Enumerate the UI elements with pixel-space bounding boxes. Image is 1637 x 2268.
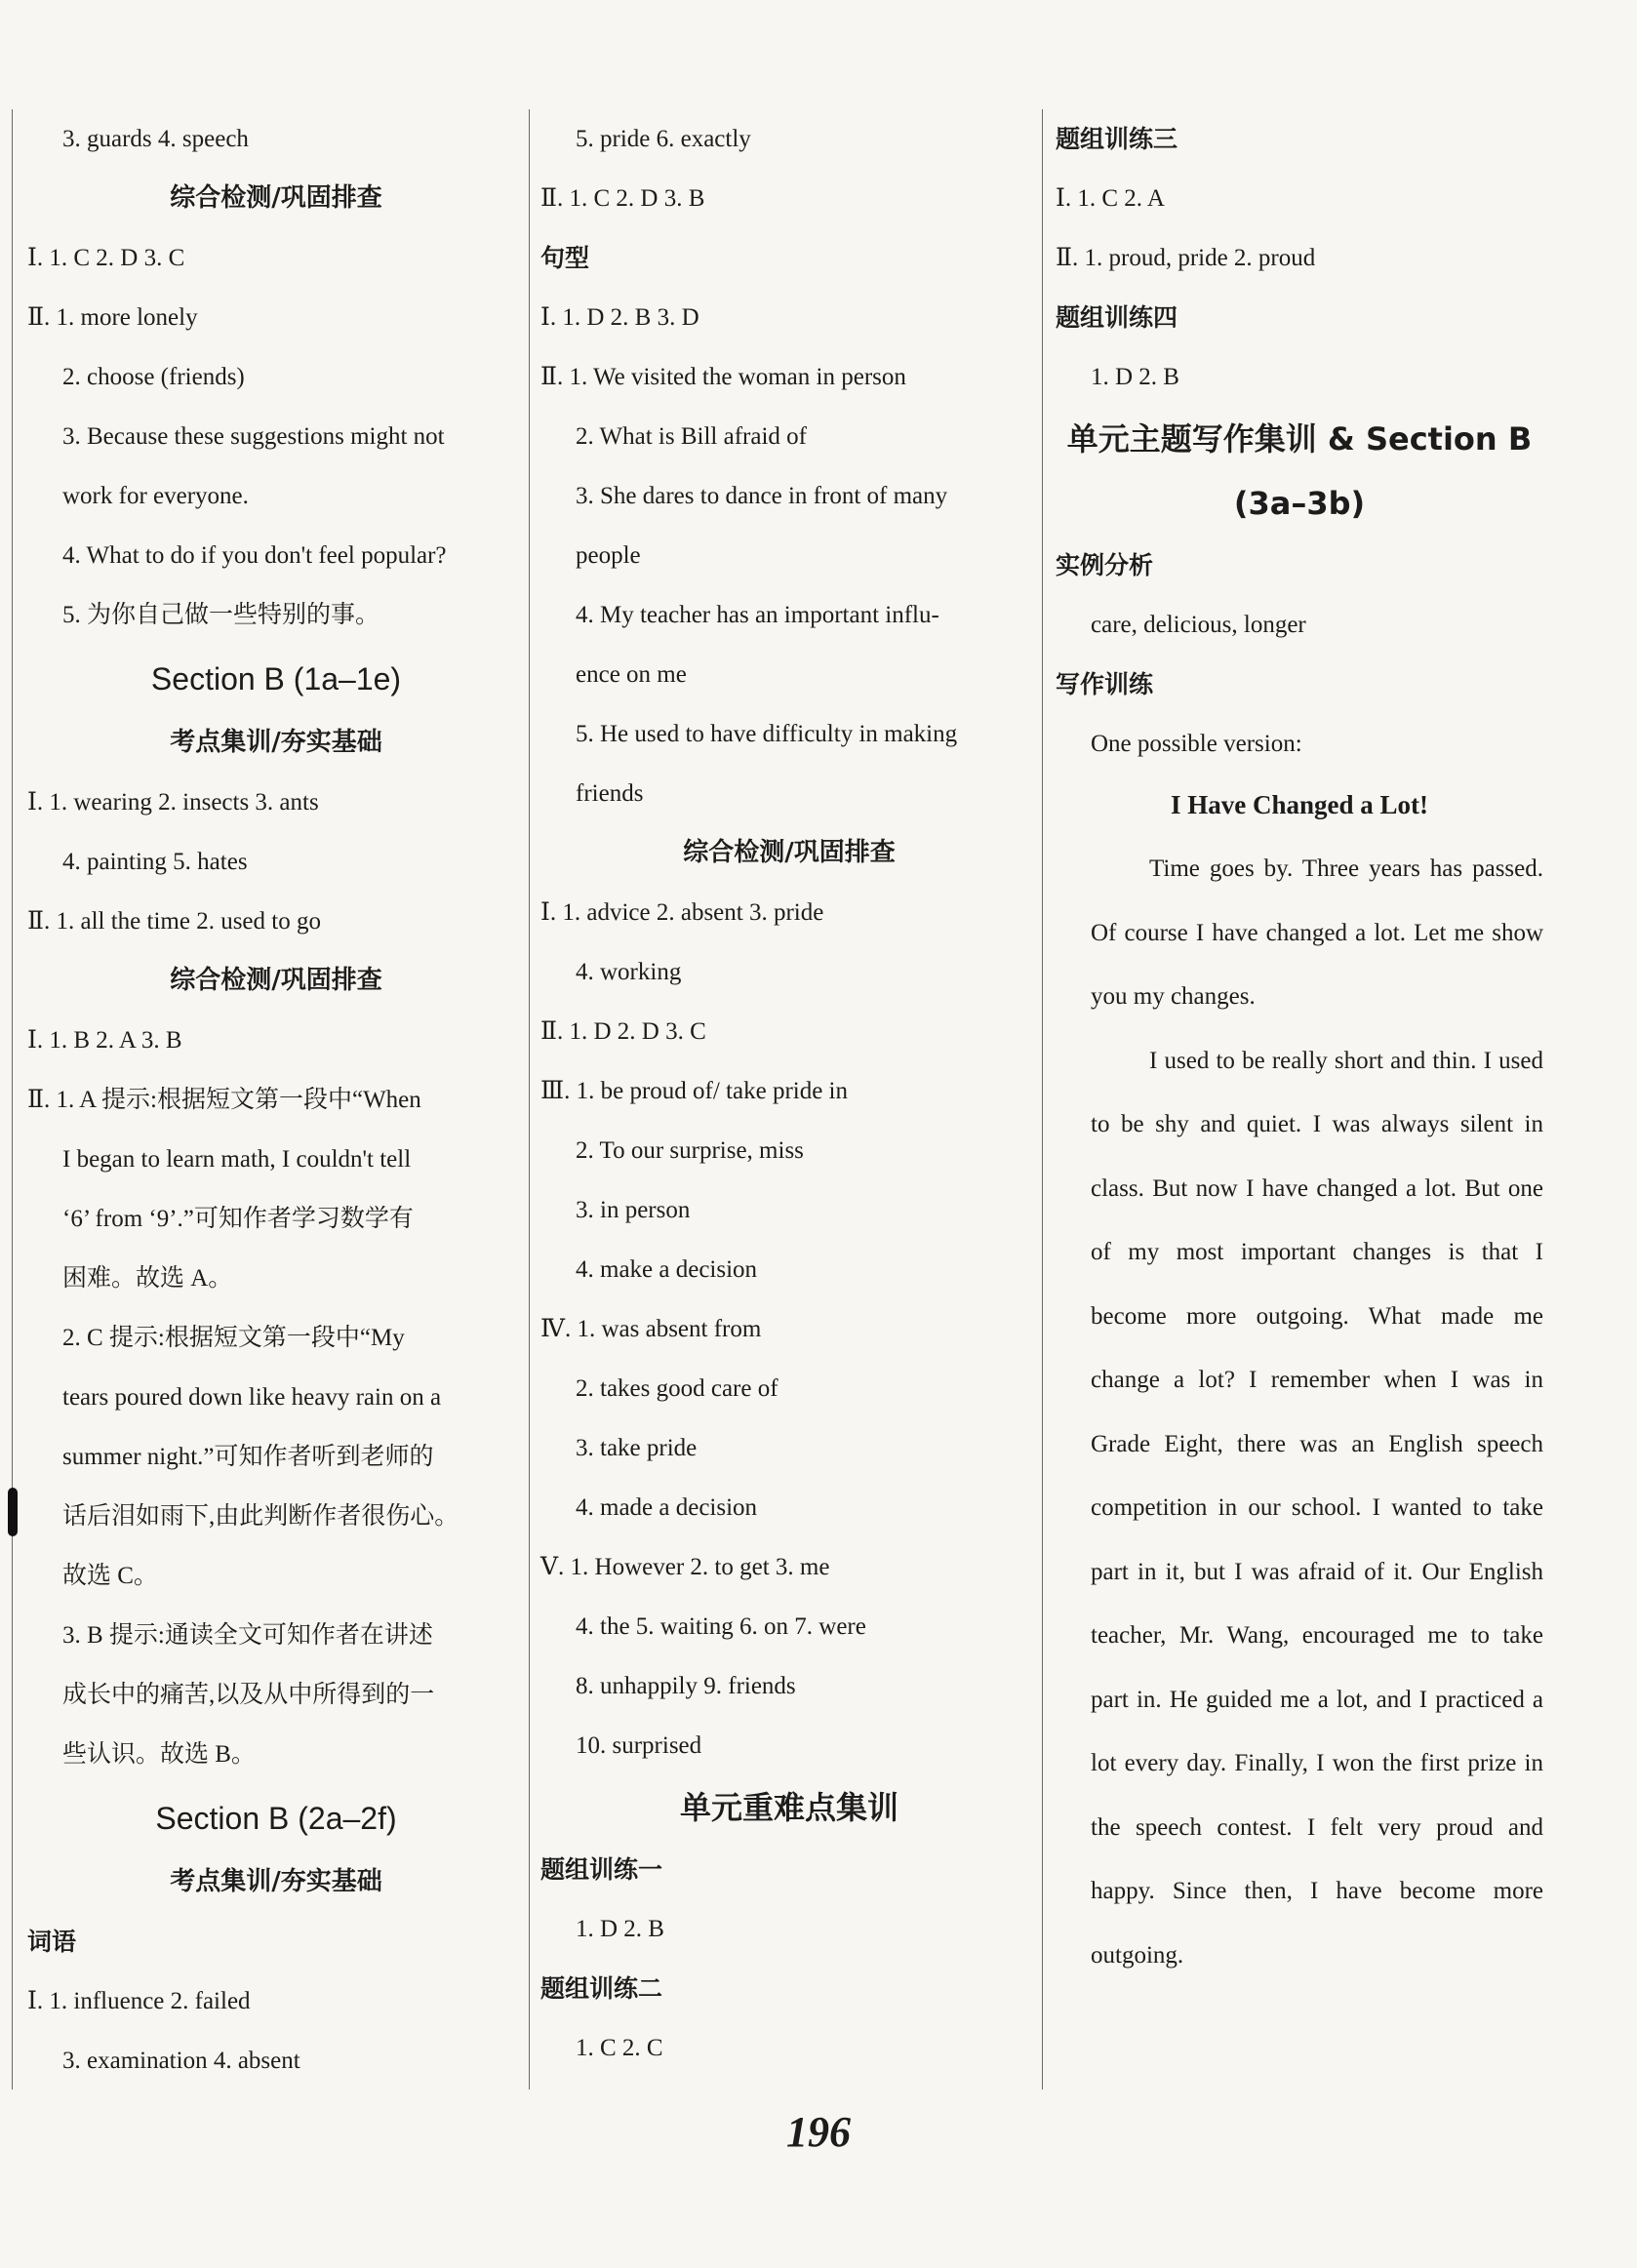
essay-title: I Have Changed a Lot! <box>1170 790 1428 819</box>
unit-heading: 单元主题写作集训 & Section B <box>1066 420 1533 458</box>
answer-line: 3. take pride <box>576 1435 698 1461</box>
answer-line: 4. What to do if you don't feel popular? <box>62 542 447 569</box>
answer-line: 2. To our surprise, miss <box>576 1137 804 1164</box>
answer-line: 3. She dares to dance in front of many <box>576 483 948 509</box>
section-heading: 综合检测/巩固排查 <box>170 966 382 995</box>
answer-line: Ⅰ. 1. advice 2. absent 3. pride <box>540 899 824 926</box>
answer-line: 1. C 2. C <box>576 2035 663 2061</box>
answer-line: 4. make a decision <box>576 1256 758 1283</box>
answer-line: care, delicious, longer <box>1091 612 1306 638</box>
answer-line: 些认识。故选 B。 <box>62 1741 256 1768</box>
answer-line: 8. unhappily 9. friends <box>576 1673 796 1699</box>
answer-line: 2. choose (friends) <box>62 364 245 390</box>
answer-line: Ⅰ. 1. D 2. B 3. D <box>540 304 699 331</box>
answer-line: Ⅱ. 1. A 提示:根据短文第一段中“When <box>27 1087 421 1113</box>
answer-line: Ⅳ. 1. was absent from <box>540 1316 762 1342</box>
answer-line: ence on me <box>576 661 687 688</box>
answer-line: 2. takes good care of <box>576 1375 779 1402</box>
page-number: 196 <box>786 2108 851 2156</box>
answer-line: 5. He used to have difficulty in making <box>576 721 958 747</box>
answer-line: ‘6’ from ‘9’.”可知作者学习数学有 <box>62 1206 414 1232</box>
answer-line: 2. What is Bill afraid of <box>576 423 807 450</box>
answer-line: 故选 C。 <box>62 1563 158 1589</box>
section-heading: 综合检测/巩固排查 <box>170 183 382 213</box>
answer-line: 成长中的痛苦,以及从中所得到的一 <box>62 1682 435 1708</box>
sub-label: 写作训练 <box>1056 670 1154 698</box>
left-margin-rule <box>12 109 13 2089</box>
answer-line: 4. painting 5. hates <box>62 849 248 875</box>
answer-line: Ⅱ. 1. proud, pride 2. proud <box>1056 245 1316 271</box>
answer-line: Ⅱ. 1. We visited the woman in person <box>540 364 906 390</box>
column-3 <box>1056 109 1543 1987</box>
essay-paragraph: I used to be really short and thin. I used to be shy and quiet. I was always silent in class. But now I have changed a lot. But one of my most important changes is that I become more outgoing. What made me change a lot? I remember when I was in Grade Eight, there was an English speech competition in our school. I wanted to take part in it, but I was afraid of it. Our English teacher, Mr. Wang, encouraged me to take part in. He guided me a lot, and I practiced a lot every day. Finally, I won the first prize in the speech contest. I felt very proud and happy. Since then, I have become more outgoing. <box>1091 1047 1543 1969</box>
answer-line: Ⅰ. 1. C 2. D 3. C <box>27 245 185 271</box>
answer-line: Ⅰ. 1. B 2. A 3. B <box>27 1027 182 1054</box>
sub-label: 词语 <box>27 1928 77 1956</box>
answer-line: 2. C 提示:根据短文第一段中“My <box>62 1325 405 1351</box>
answer-line: 5. 为你自己做一些特别的事。 <box>62 602 380 628</box>
answer-line: 困难。故选 A。 <box>62 1265 233 1292</box>
essay-body <box>1056 837 1543 1987</box>
section-heading: 考点集训/夯实基础 <box>170 1867 382 1896</box>
unit-heading: 单元重难点集训 <box>679 1789 898 1826</box>
sub-label: 实例分析 <box>1056 551 1154 579</box>
column-1 <box>27 109 525 2090</box>
answer-line: 3. examination 4. absent <box>62 2048 300 2074</box>
answer-line: 4. working <box>576 959 682 985</box>
answer-line: friends <box>576 780 644 807</box>
answer-line: tears poured down like heavy rain on a <box>62 1384 442 1411</box>
answer-line: Ⅲ. 1. be proud of/ take pride in <box>540 1078 849 1104</box>
scan-mark <box>8 1488 18 1536</box>
answer-line: One possible version: <box>1091 731 1302 757</box>
column-2 <box>540 109 1038 2078</box>
answer-line: work for everyone. <box>62 483 249 509</box>
column-divider-1 <box>529 109 530 2089</box>
answer-line: Ⅱ. 1. all the time 2. used to go <box>27 908 321 935</box>
answer-line: Ⅰ. 1. wearing 2. insects 3. ants <box>27 789 319 816</box>
answer-line: 3. Because these suggestions might not <box>62 423 445 450</box>
answer-line: 1. D 2. B <box>1091 364 1179 390</box>
essay-paragraph: Time goes by. Three years has passed. Of course I have changed a lot. Let me show you my changes. <box>1091 855 1543 1010</box>
answer-line: Ⅰ. 1. C 2. A <box>1056 185 1165 212</box>
answer-line: 5. pride 6. exactly <box>576 126 751 152</box>
answer-line: summer night.”可知作者听到老师的 <box>62 1444 434 1470</box>
section-heading: 考点集训/夯实基础 <box>170 728 382 757</box>
answer-line: Ⅴ. 1. However 2. to get 3. me <box>540 1554 830 1580</box>
section-title: Section B (1a–1e) <box>150 661 402 696</box>
answer-line: Ⅱ. 1. C 2. D 3. B <box>540 185 705 212</box>
answer-line: 1. D 2. B <box>576 1916 664 1942</box>
answer-line: 3. B 提示:通读全文可知作者在讲述 <box>62 1622 433 1649</box>
unit-heading-sub: (3a–3b) <box>1233 485 1366 522</box>
sub-label: 题组训练一 <box>540 1855 663 1884</box>
answer-line: 4. made a decision <box>576 1494 758 1521</box>
answer-line: 话后泪如雨下,由此判断作者很伤心。 <box>62 1503 459 1530</box>
answer-line: 4. the 5. waiting 6. on 7. were <box>576 1613 866 1640</box>
column-divider-2 <box>1042 109 1043 2089</box>
section-title: Section B (2a–2f) <box>155 1801 397 1836</box>
answer-line: I began to learn math, I couldn't tell <box>62 1146 412 1173</box>
answer-line: Ⅱ. 1. more lonely <box>27 304 198 331</box>
answer-line: 4. My teacher has an important influ- <box>576 602 939 628</box>
answer-line: people <box>576 542 641 569</box>
answer-line: Ⅱ. 1. D 2. D 3. C <box>540 1018 706 1045</box>
answer-line: 3. guards 4. speech <box>62 126 249 152</box>
answer-line: 10. surprised <box>576 1732 702 1759</box>
sub-label: 题组训练四 <box>1056 303 1178 332</box>
sub-label: 题组训练三 <box>1056 125 1178 153</box>
sub-label: 句型 <box>540 244 590 272</box>
answer-line: Ⅰ. 1. influence 2. failed <box>27 1988 251 2014</box>
sub-label: 题组训练二 <box>540 1974 663 2003</box>
answer-line: 3. in person <box>576 1197 691 1223</box>
section-heading: 综合检测/巩固排查 <box>683 838 896 867</box>
